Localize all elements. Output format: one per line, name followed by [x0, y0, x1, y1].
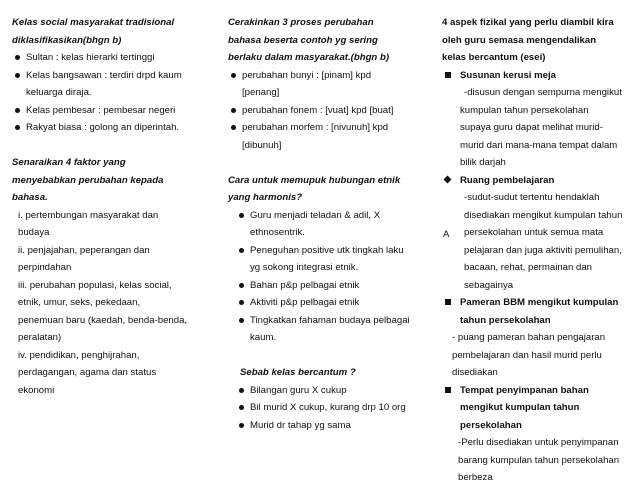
heading-ethnic-relations: Cara untuk memupuk hubungan etnik yang harmonis? [228, 174, 401, 203]
aspect-title-seating: Susunan kerusi meja [442, 67, 630, 85]
list-item: perubahan morfem : [nivunuh] kpd [dibunuh] [228, 119, 420, 154]
factor-list [12, 207, 212, 400]
list-item: Guru menjadi teladan & adil, X ethnosentrik. [228, 207, 420, 242]
list-item: Tingkatkan fahaman budaya pelbagai kaum. [228, 312, 420, 347]
list-item: Bilangan guru X cukup [228, 382, 420, 400]
heading-combined-class: Sebab kelas bercantum ? [240, 367, 356, 378]
column-1 [12, 14, 212, 399]
stray-letter-mark: A [443, 229, 450, 240]
list-line: iii. perubahan populasi, kelas social, [18, 279, 172, 291]
aspect-body: -Perlu disediakan untuk penyimpanan barang kumpulan tahun persekolahan berbeza [458, 437, 620, 483]
list-item: Kelas bangsawan : terdiri drpd kaum keluarga diraja. [12, 67, 212, 102]
list-item: Kelas pembesar : pembesar negeri [12, 102, 212, 120]
list-line: ekonomi [18, 384, 55, 396]
list-line: peralatan) [18, 332, 62, 343]
list-item: perubahan bunyi : [pinam] kpd [penang] [228, 67, 420, 102]
column-2 [228, 14, 420, 434]
list-line: etnik, umur, seks, pekedaan, [18, 297, 141, 308]
list-item: perubahan fonem : [vuat] kpd [buat] [228, 102, 420, 120]
list-item: Rakyat biasa : golong an diperintah. [12, 119, 212, 137]
aspect-body: - puang pameran bahan pengajaran pembelajaran dan hasil murid perlu disediakan [452, 332, 606, 378]
aspect-title-bbm-display: Pameran BBM mengikut kumpulan tahun persekolahan [442, 294, 630, 329]
aspect-title-storage: Tempat penyimpanan bahan mengikut kumpulan tahun persekolahan [442, 382, 630, 435]
list-item: Aktiviti p&p pelbagai etnik [228, 294, 420, 312]
aspect-body: -disusun dengan sempurna mengikut kumpulan tahun persekolahan supaya guru dapat melihat murid- murid dari mana-mana tempat dalam bilik darjah [460, 87, 622, 168]
heading-social-class: Kelas social masyarakat tradisional diklasifikasikan(bhgn b) [12, 17, 175, 46]
list-line: penemuan baru (kaedah, benda-benda, [18, 314, 188, 326]
list-line: budaya [18, 227, 50, 238]
heading-physical-aspects: 4 aspek fizikal yang perlu diambil kira oleh guru semasa mengendalikan kelas bercantum (esei) [442, 17, 614, 63]
aspect-title-learning-space: Ruang pembelajaran [442, 172, 630, 190]
list-item: Peneguhan positive utk tingkah laku yg sokong integrasi etnik. [228, 242, 420, 277]
list-item: Murid dr tahap yg sama [228, 417, 420, 435]
list-item: Bil murid X cukup, kurang drp 10 org [228, 399, 420, 417]
list-item: Sultan : kelas hierarki tertinggi [12, 49, 212, 67]
list-line: iv. pendidikan, penghijrahan, [18, 349, 140, 361]
list-line: i. pertembungan masyarakat dan [18, 209, 159, 221]
heading-language-factors: Senaraikan 4 faktor yang menyebabkan perubahan kepada bahasa. [12, 157, 164, 203]
list-line: ii. penjajahan, peperangan dan [18, 244, 150, 256]
heading-language-change: Cerakinkan 3 proses perubahan bahasa beserta contoh yg sering berlaku dalam masyarakat.(bhgn b) [228, 17, 390, 63]
column-3 [442, 14, 630, 487]
list-line: perdagangan, agama dan status [18, 367, 157, 378]
list-line: perpindahan [18, 262, 72, 273]
list-item: Bahan p&p pelbagai etnik [228, 277, 420, 295]
aspect-body: -sudut-sudut tertentu hendaklah disediakan mengikut kumpulan tahun persekolahan untuk semua mata pelajaran dan juga aktiviti pemulihan, bacaan, rehat, permainan dan sebagainya [464, 192, 623, 291]
